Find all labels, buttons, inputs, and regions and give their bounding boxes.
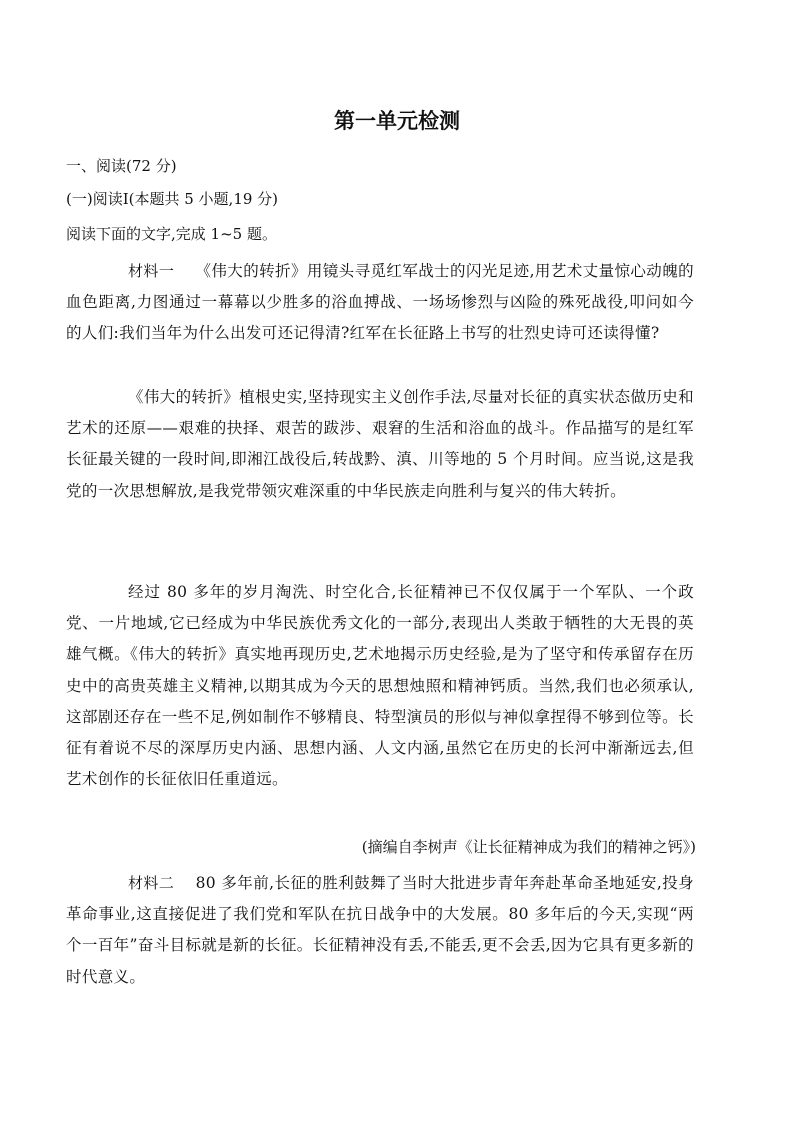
instruction-text: 阅读下面的文字,完成 1~5 题。 xyxy=(66,225,277,243)
material-one-source: (摘编自李树声《让长征精神成为我们的精神之钙》) xyxy=(361,838,696,856)
section-heading: 一、阅读(72 分) xyxy=(66,157,177,175)
subsection-heading: (一)阅读Ⅰ(本题共 5 小题,19 分) xyxy=(66,190,279,208)
material-two-paragraph-1 xyxy=(66,868,694,993)
material-two-paragraph-1-text: 80 多年前,长征的胜利鼓舞了当时大批进步青年奔赴革命圣地延安,投身革命事业,这直接促进了我们党和军队在抗日战争中的大发展。80 多年后的今天,实现“两个一百年”奋斗目标就是新的长征。长征精神没有丢,不能丢,更不会丢,因为它具有更多新的时代意义。 xyxy=(66,874,694,986)
material-one-label: 材料一 xyxy=(128,262,175,280)
material-one-paragraph-3: 经过 80 多年的岁月淘洗、时空化合,长征精神已不仅仅属于一个军队、一个政党、一片地域,它已经成为中华民族优秀文化的一部分,表现出人类敢于牺牲的大无畏的英雄气概。《伟大的转折》真实地再现历史,艺术地揭示历史经验,是为了坚守和传承留存在历史中的高贵英雄主义精神,以期其成为今天的思想烛照和精神钙质。当然,我们也必须承认,这部剧还存在一些不足,例如制作不够精良、特型演员的形似与神似拿捏得不够到位等。长征有着说不尽的深厚历史内涵、思想内涵、人文内涵,虽然它在历史的长河中渐渐远去,但艺术创作的长征依旧任重道远。 xyxy=(66,583,694,789)
material-one-paragraph-1 xyxy=(66,256,694,350)
page-title: 第一单元检测 xyxy=(334,109,460,133)
material-one-paragraph-2: 《伟大的转折》植根史实,坚持现实主义创作手法,尽量对长征的真实状态做历史和艺术的还原——艰难的抉择、艰苦的跋涉、艰窘的生活和浴血的战斗。作品描写的是红军长征最关键的一段时间,即湘江战役后,转战黔、滇、川等地的 5 个月时间。应当说,这是我党的一次思想解放,是我党带领灾难深重的中华民族走向胜利与复兴的伟大转折。 xyxy=(66,388,694,500)
material-one-paragraph-1-text: 《伟大的转折》用镜头寻觅红军战士的闪光足迹,用艺术丈量惊心动魄的血色距离,力图通过一幕幕以少胜多的浴血搏战、一场场惨烈与凶险的殊死战役,叩问如今的人们:我们当年为什么出发可还记得清?红军在长征路上书写的壮烈史诗可还读得懂? xyxy=(66,262,694,343)
material-two-label: 材料二 xyxy=(128,874,175,892)
